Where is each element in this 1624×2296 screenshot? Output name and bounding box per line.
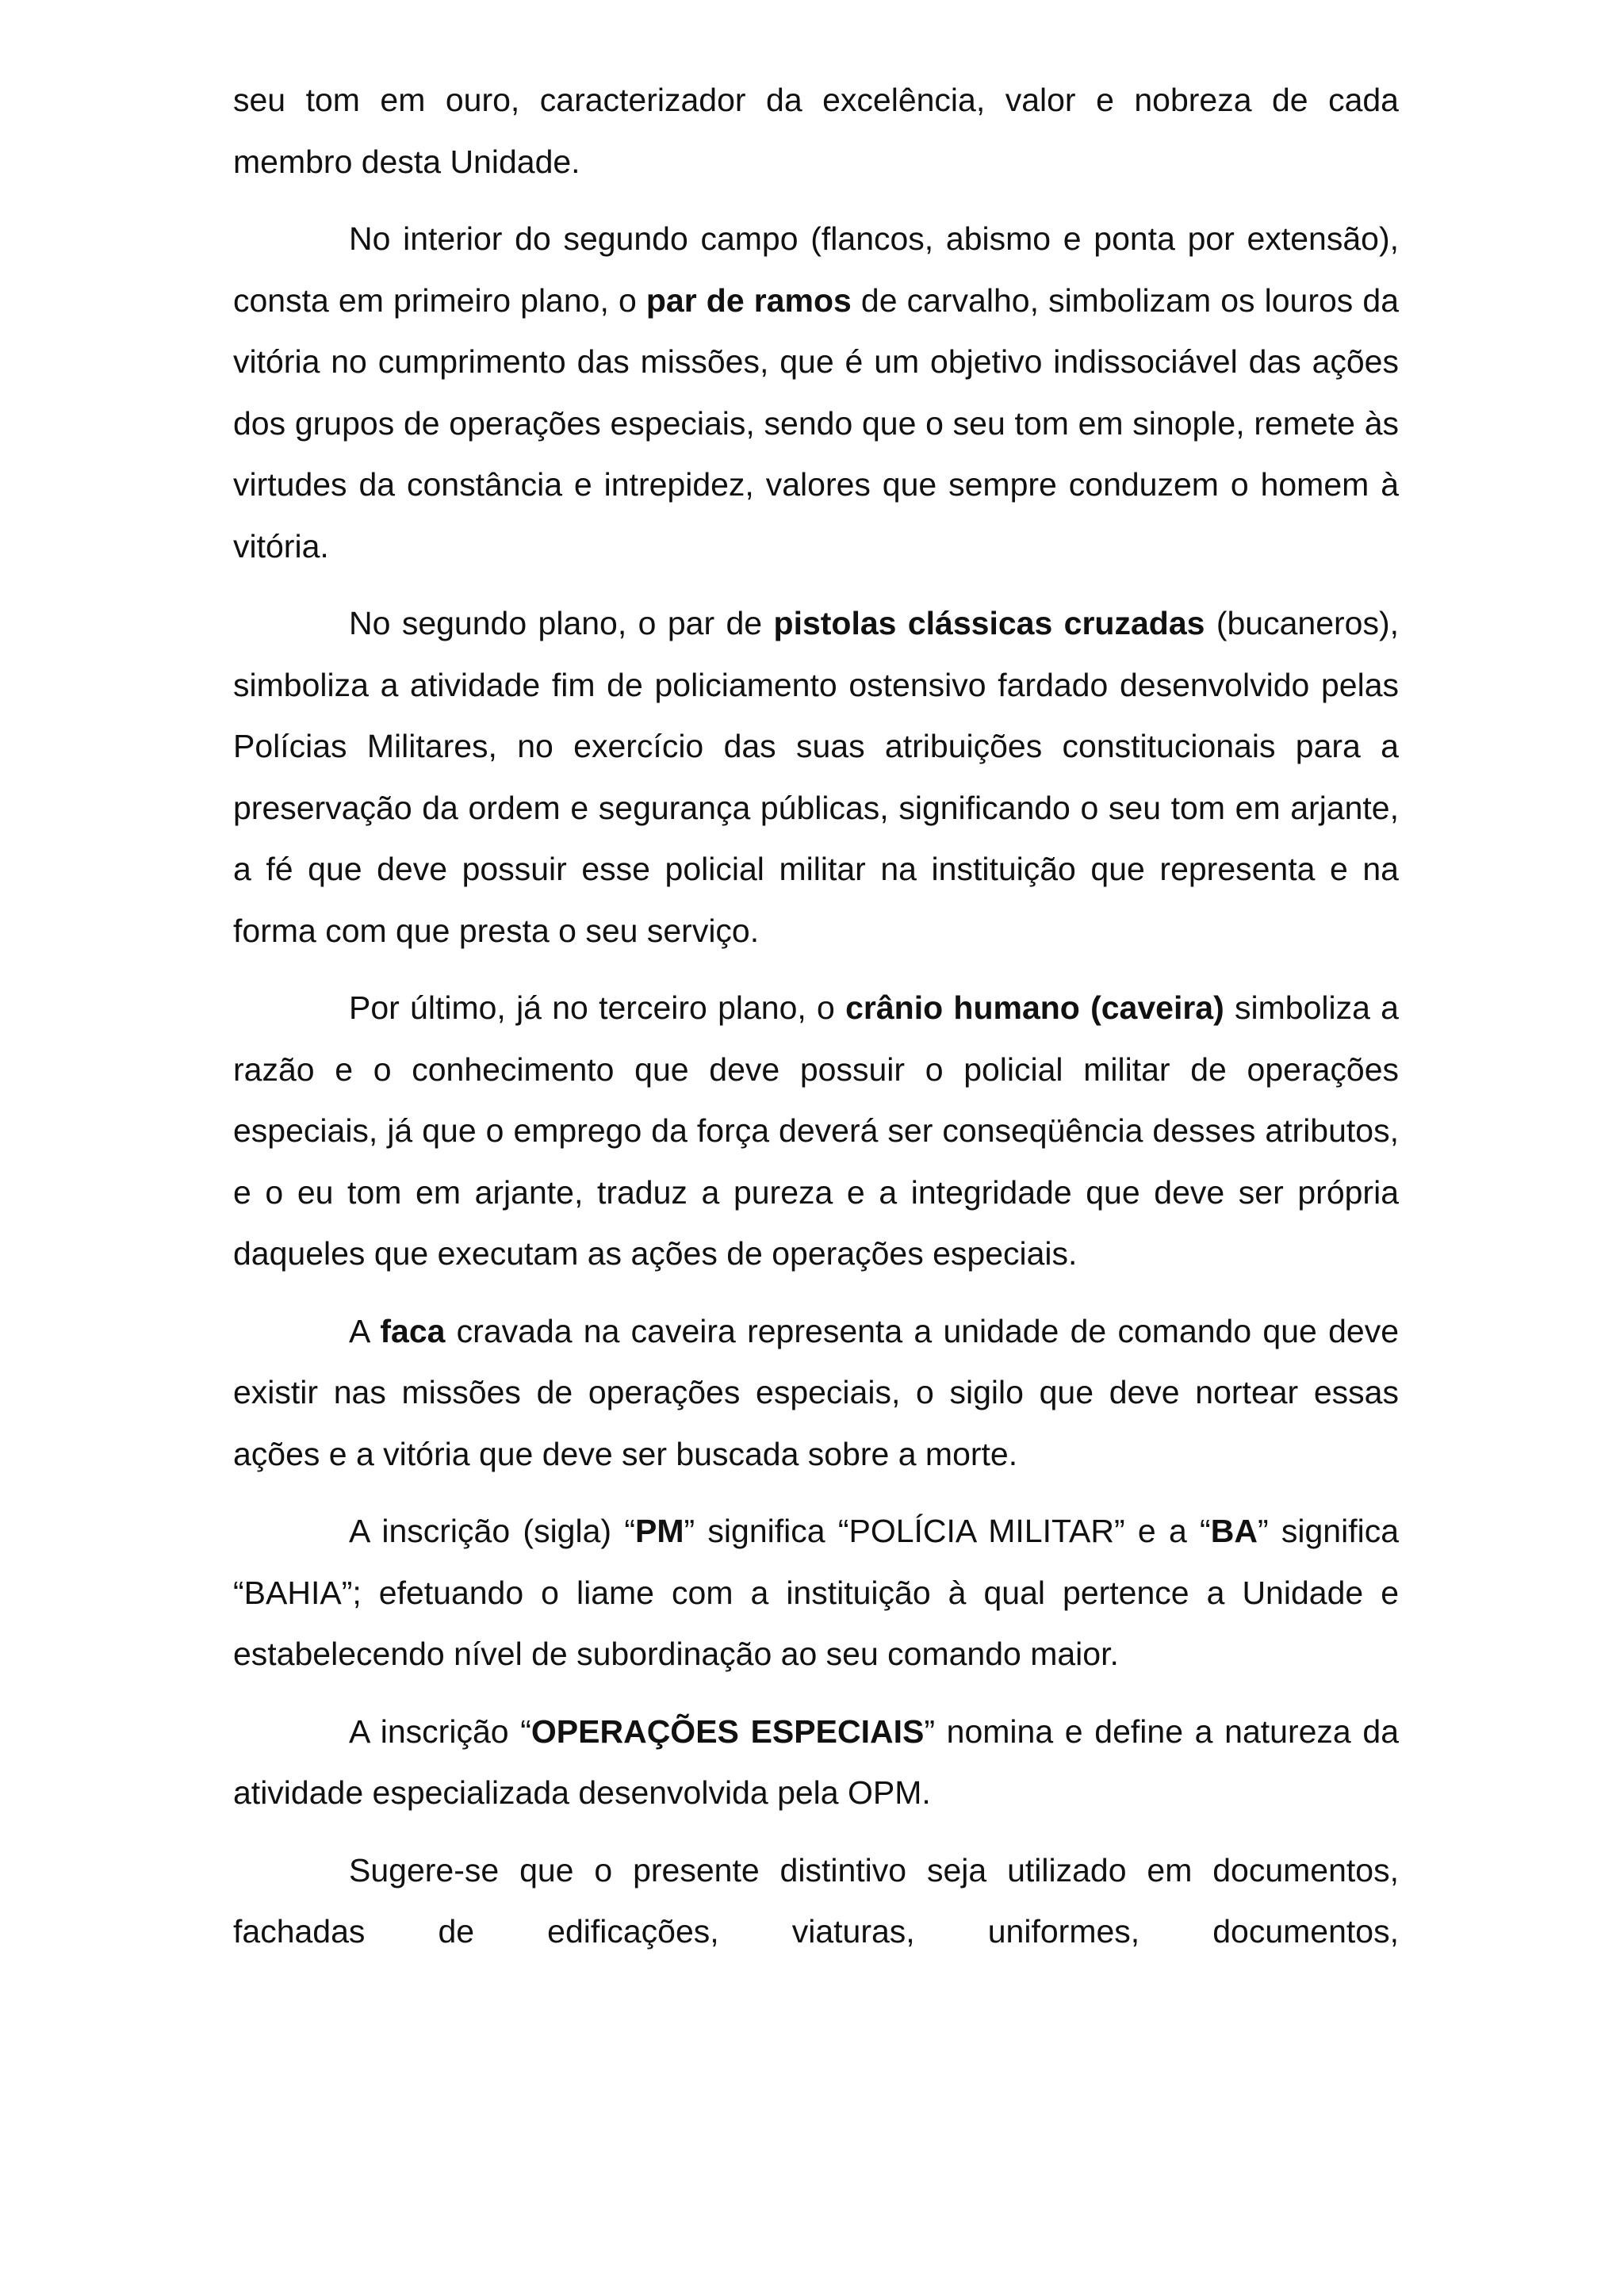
bold-term: pistolas clássicas cruzadas [773,605,1205,641]
body-paragraph [233,593,1399,962]
body-paragraph [233,1301,1399,1486]
paragraph-text: ” significa “POLÍCIA MILITAR” e a “ [684,1513,1211,1549]
bold-term: crânio humano (caveira) [845,989,1224,1026]
paragraph-text: No interior do segundo campo (flancos, abismo e ponta por extensão), consta em primeiro plano, o [233,220,1399,319]
bold-term: OPERAÇÕES ESPECIAIS [530,1712,925,1750]
document-page [233,70,1399,1963]
paragraph-text: No segundo plano, o par de [349,605,774,641]
paragraph-text: A inscrição “ [349,1712,531,1750]
body-paragraph [233,1501,1399,1686]
paragraph-text: simboliza a razão e o conhecimento que deve possuir o policial militar de operações especiais, já que o emprego da força deverá ser conseqüência desses atributos, e o eu tom em arjante, traduz a pureza e a integridade que deve ser própria daqueles que executam as ações de operações especiais. [233,989,1399,1272]
bold-term: BA [1210,1513,1258,1549]
paragraph-text: ” significa “BAHIA”; efetuando o liame com a instituição à qual pertence a Unidade e estabelecendo nível de subordinação ao seu comando maior. [233,1513,1399,1672]
paragraph-text: ” nomina e define a natureza da atividade especializada desenvolvida pela OPM. [233,1712,1399,1811]
bold-term: par de ramos [645,281,852,319]
paragraph-text: cravada na caveira representa a unidade de comando que deve existir nas missões de operações especiais, o sigilo que deve nortear essas ações e a vitória que deve ser buscada sobre a morte. [233,1312,1399,1472]
body-paragraph [233,1701,1399,1824]
body-paragraph [233,70,1399,193]
paragraph-text: A [349,1312,381,1349]
bold-term: PM [634,1513,684,1549]
paragraph-text: (bucaneros), simboliza a atividade fim de policiamento ostensivo fardado desenvolvido pelas Polícias Militares, no exercício das suas atribuições constitucionais para a preservação da ordem e segurança públicas, significando o seu tom em arjante, a fé que deve possuir esse policial militar na instituição que representa e na forma com que presta o seu serviço. [233,605,1399,949]
paragraph-text: de carvalho, simbolizam os louros da vitória no cumprimento das missões, que é um objetivo indissociável das ações dos grupos de operações especiais, sendo que o seu tom em sinople, remete às virtudes da constância e intrepidez, valores que sempre conduzem o homem à vitória. [233,281,1399,564]
body-paragraph [233,209,1399,577]
paragraph-text: Sugere-se que o presente distintivo seja utilizado em documentos, fachadas de edificações, viaturas, uniformes, documentos, [233,1851,1399,1950]
paragraph-text: A inscrição (sigla) “ [349,1513,635,1549]
paragraph-text: seu tom em ouro, caracterizador da excelência, valor e nobreza de cada membro desta Unidade. [233,82,1399,180]
body-paragraph [233,1840,1399,1963]
bold-term: faca [380,1312,446,1349]
paragraph-text: Por último, já no terceiro plano, o [349,989,846,1026]
body-paragraph [233,978,1399,1285]
